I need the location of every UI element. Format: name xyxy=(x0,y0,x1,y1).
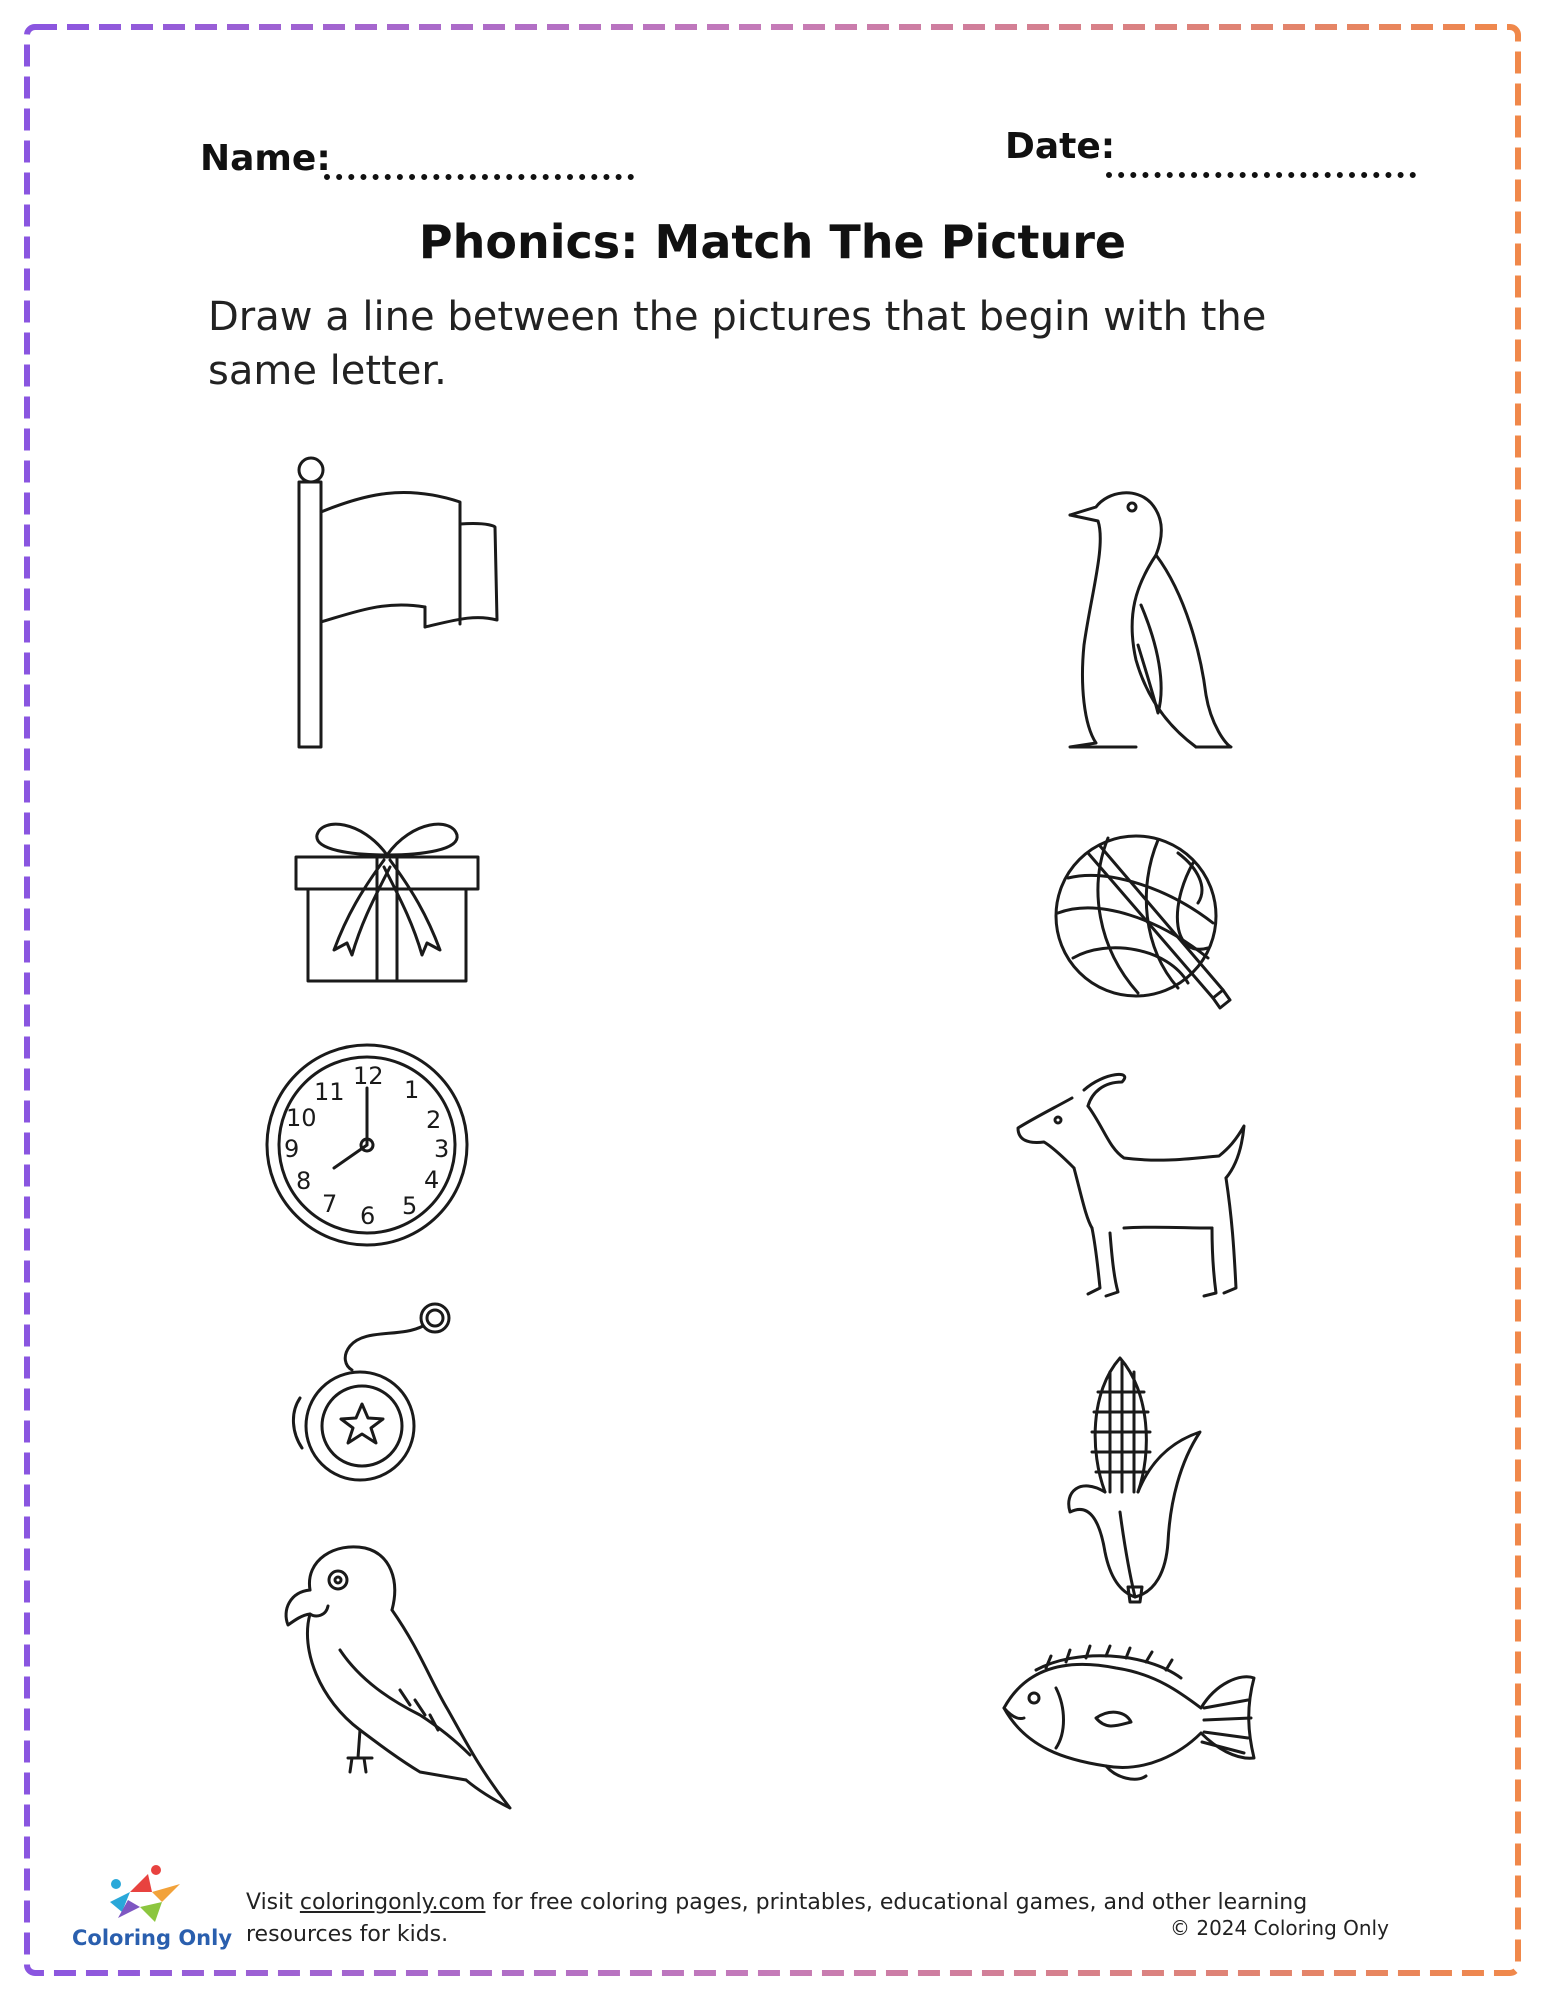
clock-icon[interactable]: 12 1 2 3 4 5 6 7 8 9 10 11 xyxy=(262,1040,472,1250)
goat-icon[interactable] xyxy=(1014,1068,1254,1308)
footer-link[interactable]: coloringonly.com xyxy=(299,1890,486,1915)
fish-icon[interactable] xyxy=(996,1638,1256,1788)
name-label: Name: xyxy=(200,138,331,179)
logo[interactable] xyxy=(100,1862,190,1924)
page-title: Phonics: Match The Picture xyxy=(418,215,1127,269)
flag-icon[interactable] xyxy=(285,452,505,752)
footer-rest: for free coloring pages, printables, educational games, and other learning resources for kids. xyxy=(246,1890,1308,1947)
corn-icon[interactable] xyxy=(1060,1352,1220,1602)
yarn-ball-icon[interactable] xyxy=(1048,828,1233,1013)
parrot-icon[interactable] xyxy=(280,1540,520,1820)
footer-visit: Visit xyxy=(246,1890,300,1915)
date-label: Date: xyxy=(1005,126,1116,167)
penguin-icon[interactable] xyxy=(1066,485,1236,755)
name-field[interactable] xyxy=(324,174,634,180)
yoyo-icon[interactable] xyxy=(280,1298,460,1478)
gift-icon[interactable] xyxy=(292,815,482,985)
instructions: Draw a line between the pictures that begin with the same letter. xyxy=(208,294,1267,394)
logo-text: Coloring Only xyxy=(72,1926,233,1950)
copyright: © 2024 Coloring Only xyxy=(1170,1916,1389,1940)
date-field[interactable] xyxy=(1106,172,1416,178)
